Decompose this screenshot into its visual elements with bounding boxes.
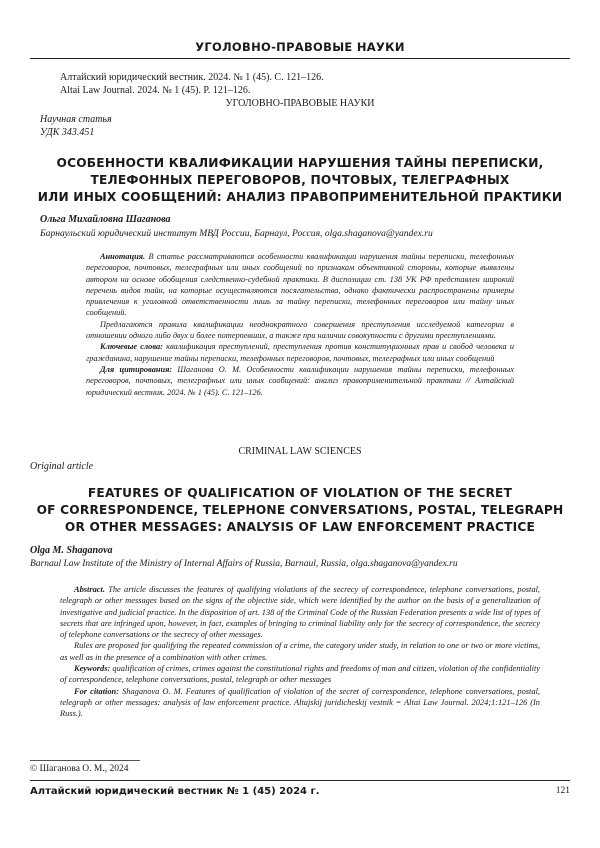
cite-en-label: For citation:: [74, 687, 119, 696]
footer-journal: Алтайский юридический вестник № 1 (45) 2024 г.: [30, 786, 320, 797]
title-en-line-2: OF CORRESPONDENCE, TELEPHONE CONVERSATIONS, POSTAL, TELEGRAPH: [20, 502, 580, 519]
abstract-en: [60, 584, 540, 720]
citation-en: Altai Law Journal. 2024. № 1 (45). P. 121–126.: [60, 85, 250, 97]
article-type-en: Original article: [30, 461, 93, 473]
abstract-ru: [86, 251, 514, 398]
copyright-rule: [30, 760, 140, 761]
section-en: CRIMINAL LAW SCIENCES: [0, 446, 600, 457]
title-ru-line-3: ИЛИ ИНЫХ СООБЩЕНИЙ: АНАЛИЗ ПРАВОПРИМЕНИТЕЛЬНОЙ ПРАКТИКИ: [20, 189, 580, 206]
keywords-ru-label: Ключевые слова:: [100, 342, 163, 351]
running-header: УГОЛОВНО-ПРАВОВЫЕ НАУКИ: [0, 40, 600, 54]
title-ru-line-2: ТЕЛЕФОННЫХ ПЕРЕГОВОРОВ, ПОЧТОВЫХ, ТЕЛЕГРАФНЫХ: [20, 172, 580, 189]
header-rule: [30, 58, 570, 59]
abstract-ru-text2: Предлагаются правила квалификации неоднократного совершения преступления исследуемой категории в отношении одного либо двух и более потерпевших, а также при наличии совокупности с другими преступлениями.: [86, 319, 514, 342]
copyright: © Шаганова О. М., 2024: [30, 764, 128, 774]
title-ru-line-1: ОСОБЕННОСТИ КВАЛИФИКАЦИИ НАРУШЕНИЯ ТАЙНЫ ПЕРЕПИСКИ,: [20, 155, 580, 172]
abstract-ru-text: В статье рассматриваются особенности квалификации нарушения тайны переписки, телефонных переговоров, почтовых, телеграфных или иных сообщений по признакам объективной стороны, которые выявлены автором на основе обобщения следственно-судебной практики. В диспозиции ст. 138 УК РФ представлен широкий перечень видов тайн, на которые осуществляются посягательства, однако фактически распространены примеры привлечения к уголовной ответственности лишь за тайну переписки, телефонных переговоров или тайну иных сообщений.: [86, 252, 514, 317]
footer-rule: [30, 780, 570, 781]
abstract-en-text: The article discusses the features of qualifying violations of the secrecy of correspondence, telephone conversations, postal, telegraph or other messages based on the signs of the objective side, which were identified by the author on the basis of a generalization of investigative and judicial practice. In the disposition of art. 138 of the Criminal Code of the Russian Federation presents a wide list of types of secrets that are infringed upon, however, in fact, examples of bringing to criminal liability only for the secrecy of correspondence, the secrecy of telephone conversations or the secrecy of other messages.: [60, 585, 540, 639]
abstract-en-text2: Rules are proposed for qualifying the repeated commission of a crime, the category under study, in relation to one or two or more victims, as well as in the presence of a combination with other crimes.: [60, 640, 540, 663]
title-en-line-3: OR OTHER MESSAGES: ANALYSIS OF LAW ENFORCEMENT PRACTICE: [20, 519, 580, 536]
keywords-en-label: Keywords:: [74, 664, 110, 673]
section-ru: УГОЛОВНО-ПРАВОВЫЕ НАУКИ: [0, 98, 600, 109]
udk: УДК 343.451: [40, 127, 94, 139]
cite-en-text: Shaganova O. M. Features of qualification of violation of the secret of correspondence, telephone conversations, postal, telegraph or other messages: analysis of law enforcement practice. Altajskij juridicheskij vestnik = Altai Law Journal. 2024;1:121–126 (In Russ.).: [60, 687, 540, 719]
keywords-en-text: qualification of crimes, crimes against the constitutional rights and freedoms of man and citizen, violation of the confidentiality of correspondence, telephone conversations, postal, telegraph or other messages: [60, 664, 540, 684]
affiliation-en: Barnaul Law Institute of the Ministry of Internal Affairs of Russia, Barnaul, Russia, olga.shaganova@yandex.ru: [30, 559, 580, 569]
title-en: [20, 485, 580, 536]
page-number: 121: [556, 786, 570, 796]
cite-ru-text: Шаганова О. М. Особенности квалификации нарушения тайны переписки, телефонных переговоров, почтовых, телеграфных или иных сообщений: анализ правоприменительной практики // Алтайский юридический вестник. 2024. № 1 (45). С. 121–126.: [86, 365, 514, 397]
title-ru: [20, 155, 580, 206]
citation-ru: Алтайский юридический вестник. 2024. № 1 (45). С. 121–126.: [60, 72, 324, 84]
cite-ru-label: Для цитирования:: [100, 365, 172, 374]
author-ru: Ольга Михайловна Шаганова: [40, 214, 171, 225]
abstract-en-label: Abstract.: [74, 585, 105, 594]
author-en: Olga M. Shaganova: [30, 545, 113, 556]
abstract-ru-label: Аннотация.: [100, 252, 145, 261]
keywords-ru-text: квалификация преступлений, преступления против конституционных прав и свобод человека и гражданина, нарушение тайны переписки, телефонных переговоров, почтовых, телеграфных или иных сообщений: [86, 342, 514, 362]
affiliation-ru: Барнаульский юридический институт МВД России, Барнаул, Россия, olga.shaganova@yandex.ru: [40, 228, 560, 239]
title-en-line-1: FEATURES OF QUALIFICATION OF VIOLATION OF THE SECRET: [20, 485, 580, 502]
article-type-ru: Научная статья: [40, 114, 112, 126]
